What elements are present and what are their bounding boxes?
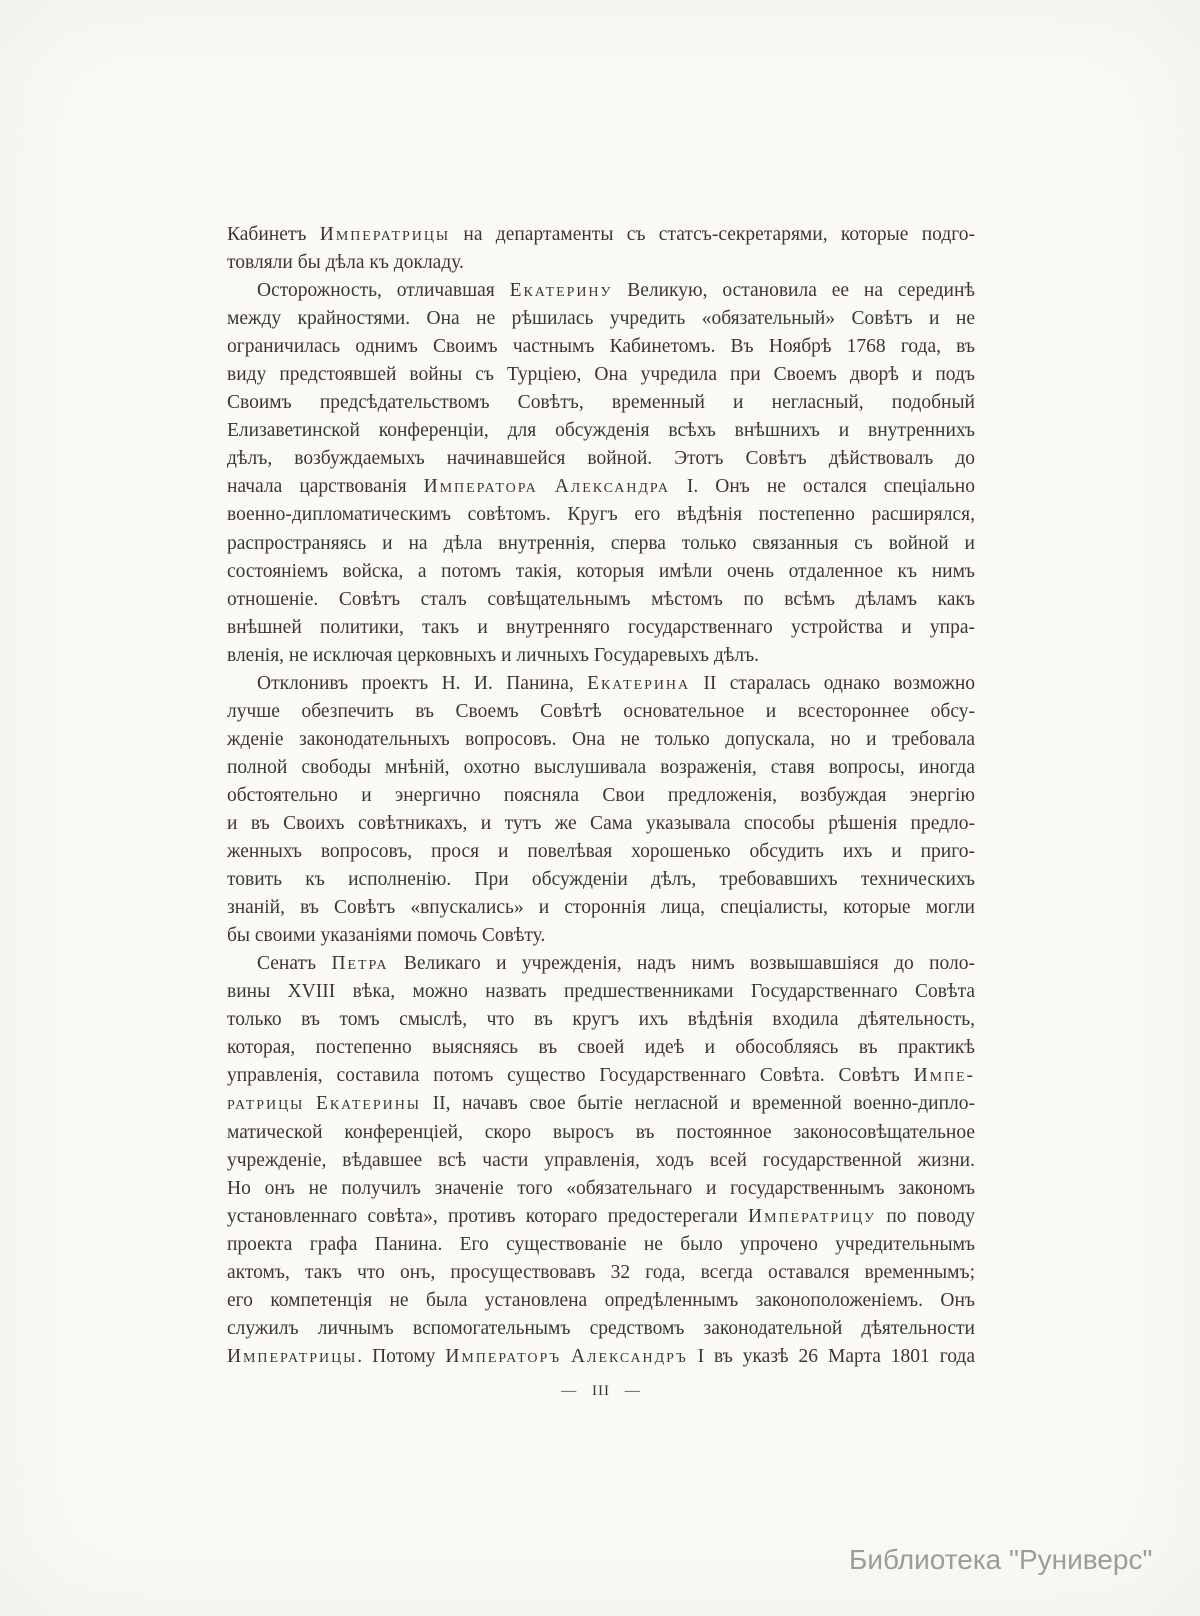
text-line: вины XVIII вѣка, можно назвать предшественниками Государственнаго Совѣта xyxy=(227,981,975,1003)
text-line: служилъ личнымъ вспомогательнымъ средствомъ законодательной дѣятельности xyxy=(227,1317,975,1339)
paragraph xyxy=(227,670,975,950)
text-line: состояніемъ войска, а потомъ такія, которыя имѣли очень отдаленное къ нимъ xyxy=(227,560,975,582)
text-line: установленнаго совѣта», противъ котораго предостерегали Императрицу по поводу xyxy=(227,1205,975,1227)
text-line: которая, постепенно выясняясь въ своей идеѣ и обособляясь въ практикѣ xyxy=(227,1037,975,1059)
text-line: Осторожность, отличавшая Екатерину Великую, остановила ее на серединѣ xyxy=(257,280,975,302)
smallcaps-name: Екатерину xyxy=(509,280,613,302)
smallcaps-name: Александръ xyxy=(570,1345,688,1367)
text-line: Сенатъ Петра Великаго и учрежденія, надъ нимъ возвышавшіяся до поло- xyxy=(257,953,975,975)
page-number: — III — xyxy=(561,1383,641,1399)
text-line: начала царствованія Императора Александра I. Онъ не остался спеціально xyxy=(227,476,975,498)
text-line: проекта графа Панина. Его существованіе не было упрочено учредительнымъ xyxy=(227,1233,975,1255)
text-line: матической конференціей, скоро выросъ въ постоянное законосовѣщательное xyxy=(227,1121,975,1143)
smallcaps-name: Александра xyxy=(554,476,670,498)
text-line: ратрицы Екатерины II, начавъ свое бытіе негласной и временной военно-дипло- xyxy=(227,1093,975,1115)
smallcaps-name: Екатерины xyxy=(315,1093,421,1115)
text-line: женныхъ вопросовъ, прося и повелѣвая хорошенько обсудить ихъ и приго- xyxy=(227,841,975,863)
text-line: управленія, составила потомъ существо Государственнаго Совѣта. Совѣтъ Импе- xyxy=(227,1065,975,1087)
smallcaps-name: ратрицы xyxy=(280,1345,358,1367)
text-line: между крайностями. Она не рѣшилась учредить «обязательный» Совѣтъ и не xyxy=(227,308,975,330)
text-line: его компетенція не была установлена опредѣленнымъ законоположеніемъ. Онъ xyxy=(227,1289,975,1311)
text-line: Но онъ не получилъ значеніе того «обязательнаго и государственнымъ закономъ xyxy=(227,1177,975,1199)
text-line: военно-дипломатическимъ совѣтомъ. Кругъ его вѣдѣнія постепенно расширялся, xyxy=(227,504,975,526)
text-line: ограничилась однимъ Своимъ частнымъ Кабинетомъ. Въ Ноябрѣ 1768 года, въ xyxy=(227,336,975,358)
text-line: товить къ исполненію. При обсужденіи дѣлъ, требовавшихъ техническихъ xyxy=(227,869,975,891)
smallcaps-name: Императрицы xyxy=(227,1345,358,1367)
text-line: и въ Своихъ совѣтникахъ, и тутъ же Сама указывала способы рѣшенія предло- xyxy=(227,812,975,834)
text-line: обстоятельно и энергично поясняла Свои предложенія, возбуждая энергію xyxy=(227,784,975,806)
text-line: Своимъ предсѣдательствомъ Совѣтъ, временный и негласный, подобный xyxy=(227,392,975,414)
text-line: жденіе законодательныхъ вопросовъ. Она не только допускала, но и требовала xyxy=(227,728,975,750)
smallcaps-name: ратрицы xyxy=(227,1093,305,1115)
text-line: только въ томъ смыслѣ, что въ кругъ ихъ вѣдѣнія входила дѣятельность, xyxy=(227,1009,975,1031)
text-line: полной свободы мнѣній, охотно выслушивала возраженія, ставя вопросы, иногда xyxy=(227,756,975,778)
smallcaps-name: Императрицу xyxy=(748,1205,877,1227)
text-line: знаній, въ Совѣтъ «впускались» и стороннія лица, спеціалисты, которые могли xyxy=(227,897,975,919)
smallcaps-name: Императрицы xyxy=(319,224,451,245)
smallcaps-name: ратрицы xyxy=(372,224,451,245)
smallcaps-name: Екатерина xyxy=(587,672,691,694)
text-line: дѣлъ, возбуждаемыхъ начинавшейся войной. Этотъ Совѣтъ дѣйствовалъ до xyxy=(227,448,975,470)
text-line: Отклонивъ проектъ Н. И. Панина, Екатерина II старалась однако возможно xyxy=(257,672,975,694)
smallcaps-name: Импе- xyxy=(913,1065,975,1087)
text-line: вленія, не исключая церковныхъ и личныхъ Государевыхъ дѣлъ. xyxy=(227,644,760,666)
text-line: Императрицы. Потому Императоръ Александръ I въ указѣ 26 Марта 1801 года xyxy=(227,1345,975,1367)
page-text xyxy=(227,221,975,1371)
text-line: учрежденіе, вѣдавшее всѣ части управленія, ходъ всей государственной жизни. xyxy=(227,1149,975,1171)
paragraph xyxy=(227,950,975,1371)
text-line: внѣшней политики, такъ и внутренняго государственнаго устройства и упра- xyxy=(227,616,975,638)
text-line: лучше обезпечить въ Своемъ Совѣтѣ основательное и всестороннее обсу- xyxy=(227,700,975,722)
paragraph xyxy=(227,277,975,670)
text-line: бы своими указаніями помочь Совѣту. xyxy=(227,925,546,947)
smallcaps-name: Императора xyxy=(423,476,538,498)
library-watermark: Библиотека "Руниверс" xyxy=(849,1544,1153,1575)
paragraph xyxy=(227,221,975,277)
text-line: Елизаветинской конференціи, для обсужденія всѣхъ внѣшнихъ и внутреннихъ xyxy=(227,420,975,442)
text-line: товляли бы дѣла къ докладу. xyxy=(227,252,464,274)
smallcaps-name: Императоръ xyxy=(445,1345,562,1367)
text-line: распространяясь и на дѣла внутреннія, сперва только связанныя съ войной и xyxy=(227,532,975,554)
smallcaps-name: Петра xyxy=(331,953,389,975)
text-line: виду предстоявшей войны съ Турціею, Она учредила при Своемъ дворѣ и подъ xyxy=(227,364,975,386)
text-line: Кабинетъ Императрицы на департаменты съ статсъ-секретарями, которые подго- xyxy=(227,224,975,245)
text-line: отношеніе. Совѣтъ сталъ совѣщательнымъ мѣстомъ по всѣмъ дѣламъ какъ xyxy=(227,588,975,610)
text-line: актомъ, такъ что онъ, просуществовавъ 32 года, всегда оставался временнымъ; xyxy=(227,1261,975,1283)
